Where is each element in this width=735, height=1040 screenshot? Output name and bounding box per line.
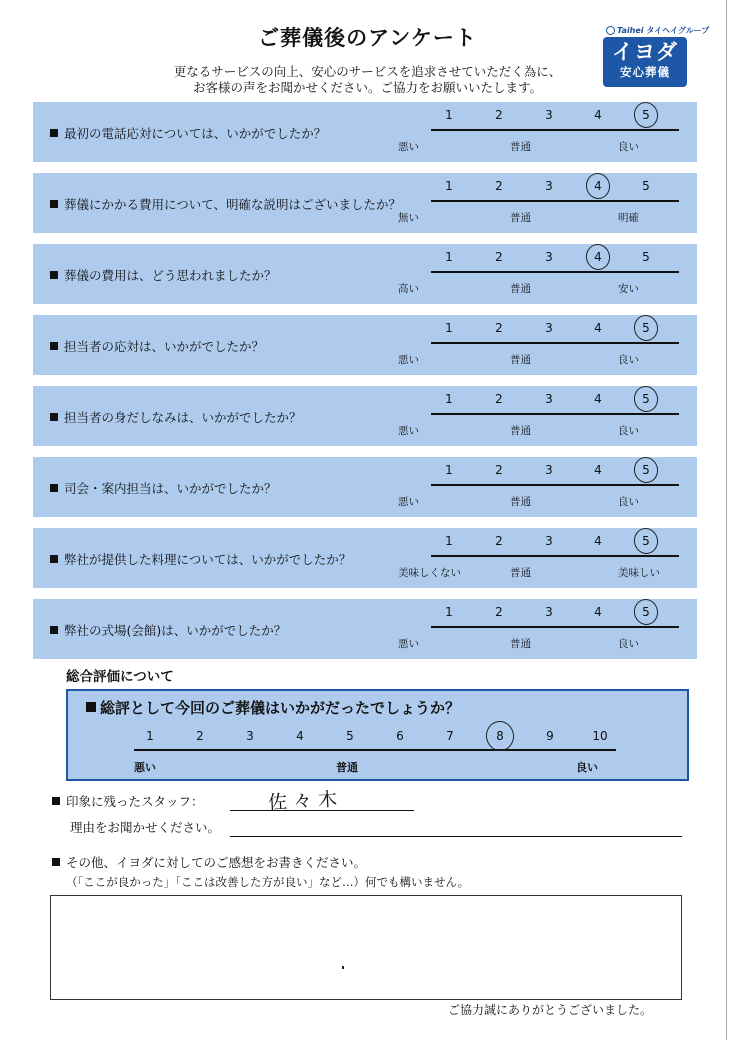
rating-option-3[interactable]: 3: [545, 321, 553, 335]
rating-option-1[interactable]: 1: [445, 392, 453, 406]
scale-label-mid: 普通: [510, 425, 531, 437]
bullet-square-icon: [50, 200, 58, 208]
ink-dot: [342, 966, 344, 969]
bullet-square-icon: [52, 797, 60, 805]
rating-option-4[interactable]: 4: [594, 463, 602, 477]
bullet-square-icon: [50, 555, 58, 563]
rating-option-4[interactable]: 4: [594, 321, 602, 335]
rating-scale-line: [431, 413, 679, 415]
scale-label-high: 明確: [618, 212, 639, 224]
scale-label-high: 安い: [618, 283, 639, 295]
question-row: [33, 173, 697, 233]
staff-name-field[interactable]: 佐々木: [267, 788, 344, 814]
rating-option-5[interactable]: 5: [642, 179, 650, 193]
overall-option-5[interactable]: 5: [346, 729, 354, 743]
rating-option-1[interactable]: 1: [445, 321, 453, 335]
scale-label-high: 美味しい: [618, 567, 660, 579]
selected-rating-circle: [584, 171, 613, 201]
comment-heading-text: その他、イヨダに対してのご感想をお書きください。: [66, 855, 367, 870]
rating-scale-line: [431, 200, 679, 202]
overall-selected-circle[interactable]: [484, 719, 516, 753]
rating-option-5[interactable]: 5: [642, 605, 650, 619]
bullet-square-icon: [50, 484, 58, 492]
question-text: [50, 195, 401, 213]
rating-scale-line: [431, 342, 679, 344]
rating-option-2[interactable]: 2: [495, 392, 503, 406]
question-text: [50, 124, 326, 142]
scale-label-mid: 普通: [510, 567, 531, 579]
scale-label-low: 悪い: [398, 425, 419, 437]
overall-option-6[interactable]: 6: [396, 729, 404, 743]
scale-label-mid: 普通: [510, 283, 531, 295]
scale-label-low: 悪い: [398, 638, 419, 650]
rating-option-3[interactable]: 3: [545, 392, 553, 406]
scale-label-mid: 普通: [510, 212, 531, 224]
rating-option-5[interactable]: 5: [642, 534, 650, 548]
overall-rating-box: [66, 689, 689, 781]
overall-option-7[interactable]: 7: [446, 729, 454, 743]
bullet-square-icon: [50, 129, 58, 137]
group-name-jp: タイヘイグループ: [646, 26, 710, 35]
bullet-square-icon: [50, 626, 58, 634]
selected-rating-circle: [632, 597, 661, 627]
rating-scale-line: [431, 555, 679, 557]
scale-label-high: 良い: [618, 141, 639, 153]
overall-heading: 総合評価について: [66, 669, 174, 685]
rating-option-2[interactable]: 2: [495, 463, 503, 477]
reason-label: 理由をお聞かせください。: [70, 820, 221, 835]
overall-option-1[interactable]: 1: [146, 729, 154, 743]
scale-label-low: 高い: [398, 283, 419, 295]
scale-label-low: 悪い: [398, 496, 419, 508]
rating-option-5[interactable]: 5: [642, 108, 650, 122]
rating-option-3[interactable]: 3: [545, 108, 553, 122]
overall-option-2[interactable]: 2: [196, 729, 204, 743]
rating-scale-line: [431, 626, 679, 628]
taihei-mark-icon: [606, 26, 615, 35]
question-text: [50, 337, 264, 355]
overall-option-8[interactable]: 8: [496, 729, 504, 743]
question-text: [50, 408, 302, 426]
question-text: [50, 550, 351, 568]
rating-scale-line: [431, 484, 679, 486]
rating-option-2[interactable]: 2: [495, 321, 503, 335]
overall-label-low: 悪い: [134, 761, 156, 774]
question-row: [33, 528, 697, 588]
rating-option-2[interactable]: 2: [495, 108, 503, 122]
rating-option-5[interactable]: 5: [642, 463, 650, 477]
question-row: [33, 315, 697, 375]
overall-option-3[interactable]: 3: [246, 729, 254, 743]
bullet-square-icon: [50, 271, 58, 279]
question-label: 葬儀の費用は、どう思われましたか？: [64, 268, 277, 283]
selected-rating-circle: [632, 313, 661, 343]
overall-scale-line: [134, 749, 616, 751]
question-row: [33, 244, 697, 304]
company-logo-main: イヨダ: [612, 40, 678, 64]
rating-option-4[interactable]: 4: [594, 250, 602, 264]
scale-label-high: 良い: [618, 425, 639, 437]
scale-label-mid: 普通: [510, 496, 531, 508]
scale-label-high: 良い: [618, 638, 639, 650]
comment-heading: [52, 853, 366, 871]
question-row: [33, 599, 697, 659]
question-label: 担当者の応対は、いかがでしたか？: [64, 339, 265, 354]
question-label: 最初の電話応対については、いかがでしたか？: [64, 126, 327, 141]
rating-option-1[interactable]: 1: [445, 463, 453, 477]
selected-rating-circle: [584, 242, 613, 272]
selected-rating-circle: [632, 100, 661, 130]
scale-label-mid: 普通: [510, 141, 531, 153]
scale-label-mid: 普通: [510, 354, 531, 366]
reason-field[interactable]: [230, 836, 682, 837]
rating-option-1[interactable]: 1: [445, 250, 453, 264]
scale-label-low: 無い: [398, 212, 419, 224]
thanks-text: ご協力誠にありがとうございました。: [448, 1003, 653, 1017]
question-text: [50, 621, 286, 639]
rating-option-3[interactable]: 3: [545, 534, 553, 548]
scan-edge-line: [726, 0, 727, 1040]
company-logo: [603, 37, 687, 87]
question-text: [50, 266, 277, 284]
rating-option-2[interactable]: 2: [495, 250, 503, 264]
rating-scale-line: [431, 271, 679, 273]
rating-option-3[interactable]: 3: [545, 179, 553, 193]
overall-question: [86, 697, 460, 718]
bullet-square-icon: [52, 858, 60, 866]
overall-option-4[interactable]: 4: [296, 729, 304, 743]
question-label: 担当者の身だしなみは、いかがでしたか？: [64, 410, 302, 425]
rating-scale-line: [431, 129, 679, 131]
rating-option-4[interactable]: 4: [594, 108, 602, 122]
selected-rating-circle: [632, 455, 661, 485]
rating-option-3[interactable]: 3: [545, 250, 553, 264]
question-row: [33, 457, 697, 517]
rating-option-2[interactable]: 2: [495, 534, 503, 548]
scale-label-high: 良い: [618, 496, 639, 508]
question-row: [33, 102, 697, 162]
selected-rating-circle: [632, 384, 661, 414]
selected-rating-circle: [632, 526, 661, 556]
comment-textarea[interactable]: [50, 895, 682, 1000]
bullet-square-icon: [86, 702, 96, 712]
rating-option-4[interactable]: 4: [594, 179, 602, 193]
group-logo: [606, 25, 709, 36]
overall-label-high: 良い: [576, 761, 598, 774]
rating-option-5[interactable]: 5: [642, 250, 650, 264]
rating-option-1[interactable]: 1: [445, 534, 453, 548]
bullet-square-icon: [50, 342, 58, 350]
question-label: 弊社が提供した料理については、いかがでしたか？: [64, 552, 352, 567]
rating-option-5[interactable]: 5: [642, 321, 650, 335]
comment-subtext: （「ここが良かった」「ここは改善した方が良い」など…）何でも構いません。: [66, 875, 470, 889]
rating-option-2[interactable]: 2: [495, 605, 503, 619]
staff-label: [52, 792, 204, 810]
scale-label-high: 良い: [618, 354, 639, 366]
scale-label-low: 悪い: [398, 354, 419, 366]
intro-text-line1: 更なるサービスの向上、安心のサービスを追求させていただく為に、: [173, 64, 562, 79]
question-text: [50, 479, 277, 497]
staff-label-text: 印象に残ったスタッフ：: [66, 794, 204, 809]
company-logo-sub: 安心葬儀: [620, 65, 670, 79]
question-label: 葬儀にかかる費用について、明確な説明はございましたか？: [64, 197, 402, 212]
question-label: 司会・案内担当は、いかがでしたか？: [64, 481, 277, 496]
rating-option-2[interactable]: 2: [495, 179, 503, 193]
rating-option-3[interactable]: 3: [545, 463, 553, 477]
scale-label-low: 美味しくない: [398, 567, 461, 579]
bullet-square-icon: [50, 413, 58, 421]
rating-option-4[interactable]: 4: [594, 392, 602, 406]
rating-option-4[interactable]: 4: [594, 534, 602, 548]
group-name-en: Taihei: [617, 26, 644, 35]
rating-option-1[interactable]: 1: [445, 605, 453, 619]
rating-option-1[interactable]: 1: [445, 108, 453, 122]
scale-label-mid: 普通: [510, 638, 531, 650]
question-label: 弊社の式場(会館)は、いかがでしたか？: [64, 623, 287, 638]
rating-option-4[interactable]: 4: [594, 605, 602, 619]
rating-option-3[interactable]: 3: [545, 605, 553, 619]
overall-label-mid: 普通: [336, 761, 358, 774]
rating-option-1[interactable]: 1: [445, 179, 453, 193]
overall-option-10[interactable]: 10: [592, 729, 608, 743]
page-title: ご葬儀後のアンケート: [258, 26, 477, 50]
intro-text-line2: お客様の声をお聞かせください。ご協力をお願いいたします。: [192, 80, 542, 95]
question-row: [33, 386, 697, 446]
overall-question-text: 総評として今回のご葬儀はいかがだったでしょうか？: [100, 699, 461, 717]
overall-option-9[interactable]: 9: [546, 729, 554, 743]
scale-label-low: 悪い: [398, 141, 419, 153]
rating-option-5[interactable]: 5: [642, 392, 650, 406]
